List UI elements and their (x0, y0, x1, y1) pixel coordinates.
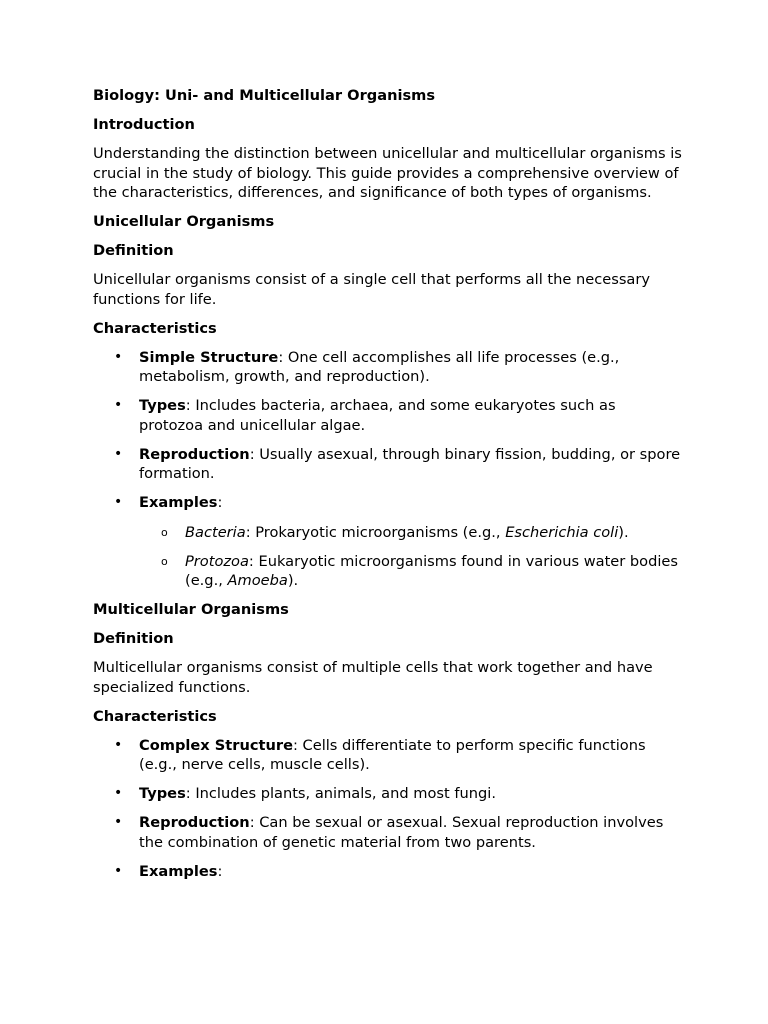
multicellular-characteristics-list (93, 736, 683, 882)
list-item (93, 813, 683, 852)
item-term: Types (139, 785, 186, 802)
item-term: Reproduction (139, 445, 250, 463)
item-text: : (217, 494, 223, 511)
item-text: : Includes plants, animals, and most fungi. (185, 785, 496, 802)
example-text: : Prokaryotic microorganisms (e.g., (245, 523, 506, 541)
bullet-icon: • (114, 785, 123, 801)
multicellular-definition-heading: Definition (93, 630, 174, 647)
list-item (93, 493, 683, 591)
item-term: Complex Structure (139, 736, 293, 754)
item-term: Examples (139, 862, 218, 880)
item-term: Simple Structure (139, 348, 279, 366)
multicellular-heading: Multicellular Organisms (93, 601, 289, 618)
list-item (93, 445, 683, 484)
bullet-icon: • (114, 814, 123, 830)
list-item (93, 784, 683, 804)
example-italic: Escherichia coli (505, 523, 619, 541)
list-item (93, 348, 683, 387)
bullet-icon: • (114, 397, 123, 413)
list-item (93, 862, 683, 882)
multicellular-definition: Multicellular organisms consist of multiple cells that work together and have specialized functions. (93, 659, 653, 696)
example-term: Bacteria (185, 523, 246, 541)
bullet-icon: • (114, 862, 123, 879)
item-text: : (217, 862, 223, 880)
item-text: : Includes bacteria, archaea, and some eukaryotes such as protozoa and unicellular algae. (139, 397, 616, 434)
item-term: Examples (139, 494, 218, 511)
unicellular-definition-heading: Definition (93, 242, 174, 259)
bullet-icon: • (114, 494, 123, 510)
bullet-icon: • (114, 736, 123, 753)
example-text: : Eukaryotic microorganisms found in various water bodies (e.g., (185, 552, 679, 589)
sub-list-item (139, 552, 683, 591)
item-term: Types (139, 397, 186, 414)
unicellular-heading: Unicellular Organisms (93, 213, 275, 230)
sub-list-item (139, 523, 683, 543)
example-end: ). (287, 572, 299, 589)
item-text: : Usually asexual, through binary fission, budding, or spore formation. (139, 445, 681, 482)
document-page (93, 86, 683, 891)
intro-paragraph: Understanding the distinction between unicellular and multicellular organisms is crucial in the study of biology. This guide provides a comprehensive overview of the characteristics, differences, and significance of both types of organisms. (93, 145, 682, 201)
unicellular-examples-list (139, 523, 683, 591)
multicellular-characteristics-heading: Characteristics (93, 707, 217, 725)
bullet-icon: • (114, 348, 123, 365)
sub-bullet-icon: o (161, 525, 168, 539)
list-item (93, 396, 683, 435)
item-text: : Cells differentiate to perform specific functions (e.g., nerve cells, muscle cells). (139, 736, 646, 773)
intro-heading: Introduction (93, 116, 195, 133)
item-term: Reproduction (139, 814, 250, 831)
unicellular-characteristics-list (93, 348, 683, 591)
sub-bullet-icon: o (161, 554, 168, 568)
list-item (93, 736, 683, 775)
bullet-icon: • (114, 445, 123, 462)
document-title: Biology: Uni- and Multicellular Organisms (93, 87, 436, 104)
example-italic: Amoeba (227, 572, 288, 589)
unicellular-definition: Unicellular organisms consist of a single cell that performs all the necessary functions for life. (93, 271, 651, 308)
example-term: Protozoa (185, 552, 249, 570)
example-end: ). (618, 523, 629, 541)
unicellular-characteristics-heading: Characteristics (93, 319, 217, 337)
item-text: : One cell accomplishes all life processes (e.g., metabolism, growth, and reproduction). (139, 348, 620, 385)
item-text: : Can be sexual or asexual. Sexual reproduction involves the combination of genetic material from two parents. (139, 814, 664, 851)
